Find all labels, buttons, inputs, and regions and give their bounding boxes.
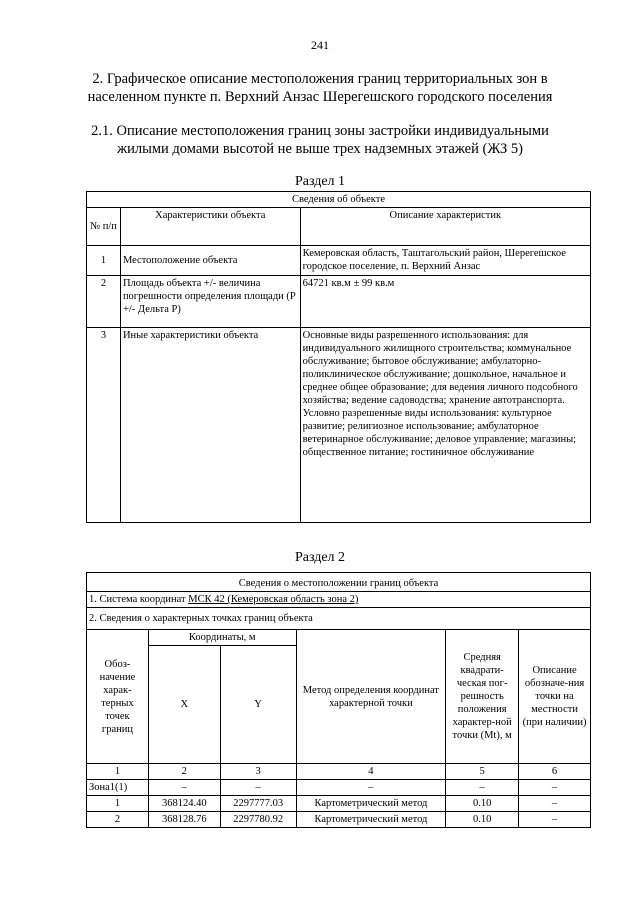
col-number: 1 (87, 764, 149, 780)
point-error: 0.10 (446, 812, 519, 828)
row-characteristic: Площадь объекта +/- величина погрешности определения площади (Р +/- Дельта Р) (120, 276, 300, 328)
header-method: Метод определения координат характерной точки (296, 630, 446, 764)
points-caption: 2. Сведения о характерных точках границ объекта (87, 608, 591, 630)
header-description: Описание характеристик (300, 208, 590, 246)
header-coordinates: Координаты, м (148, 630, 296, 646)
object-info-table (86, 191, 591, 523)
coord-system-row (87, 592, 591, 608)
point-x: 368128.76 (148, 812, 220, 828)
point-method: – (296, 780, 446, 796)
section-2-title: Раздел 2 (294, 550, 346, 565)
point-description: – (519, 796, 591, 812)
col-number: 6 (519, 764, 591, 780)
table-caption: Сведения о местоположении границ объекта (87, 573, 591, 592)
point-method: Картометрический метод (296, 812, 446, 828)
col-number: 2 (148, 764, 220, 780)
boundary-table (86, 572, 591, 828)
point-x: 368124.40 (148, 796, 220, 812)
point-y: – (220, 780, 296, 796)
col-number: 3 (220, 764, 296, 780)
point-error: – (446, 780, 519, 796)
permitted-uses: Основные виды разрешенного использования: для индивидуального жилищного строительства; коммунальное обслуживание; бытовое обслуживание; амбулаторно-поликлиническое обслуживание; дошкольное, начальное и среднее общее образование; для ведения личного подсобного хозяйства; ведение садоводства; хранение автотранспорта. (302, 330, 578, 406)
header-error: Средняя квадрати-ческая пог-решность положения характер-ной точки (Mt), м (446, 630, 519, 764)
table-row (87, 796, 591, 812)
point-method: Картометрический метод (296, 796, 446, 812)
row-description: 64721 кв.м ± 99 кв.м (300, 276, 590, 328)
point-y: 2297780.92 (220, 812, 296, 828)
section-1-title: Раздел 1 (294, 174, 346, 189)
conditional-uses: Условно разрешенные виды использования: культурное развитие; религиозное использование; амбулаторное ветеринарное обслуживание; деловое управление; магазины; общественное питание; гостиничное обслуживание (302, 408, 577, 458)
row-num: 1 (87, 246, 121, 276)
row-characteristic: Местоположение объекта (120, 246, 300, 276)
point-description: – (519, 780, 591, 796)
table-row (87, 780, 591, 796)
row-num: 3 (87, 328, 121, 523)
row-characteristic: Иные характеристики объекта (120, 328, 300, 523)
row-description: Кемеровская область, Таштагольский район, Шерегешское городское поселение, п. Верхний Анзас (300, 246, 590, 276)
coord-system-value: МСК 42 (Кемеровская область зона 2) (188, 594, 359, 605)
point-designation: 2 (87, 812, 149, 828)
point-designation: Зона1(1) (87, 780, 149, 796)
heading-section-2: 2. Графическое описание местоположения границ территориальных зон в населенном пункте п. Верхний Анзас Шерегешского городского поселения (87, 71, 553, 105)
header-y: Y (220, 646, 296, 764)
heading-section-2-1: 2.1. Описание местоположения границ зоны застройки индивидуальными жилыми домами высотой не выше трех надземных этажей (ЖЗ 5) (91, 123, 549, 157)
col-number: 5 (446, 764, 519, 780)
header-designation: Обоз-начение харак-терных точек границ (87, 630, 149, 764)
col-number: 4 (296, 764, 446, 780)
header-characteristic: Характеристики объекта (120, 208, 300, 246)
header-x: X (148, 646, 220, 764)
point-description: – (519, 812, 591, 828)
point-x: – (148, 780, 220, 796)
point-error: 0.10 (446, 796, 519, 812)
table-caption: Сведения об объекте (87, 192, 591, 208)
page-number: 241 (311, 38, 329, 52)
row-description (300, 328, 590, 523)
coord-system-label: 1. Система координат (89, 594, 189, 605)
row-num: 2 (87, 276, 121, 328)
point-designation: 1 (87, 796, 149, 812)
point-y: 2297777.03 (220, 796, 296, 812)
header-num: № п/п (87, 208, 121, 246)
header-point-description: Описание обозначе-ния точки на местности (при наличии) (519, 630, 591, 764)
table-row (87, 812, 591, 828)
